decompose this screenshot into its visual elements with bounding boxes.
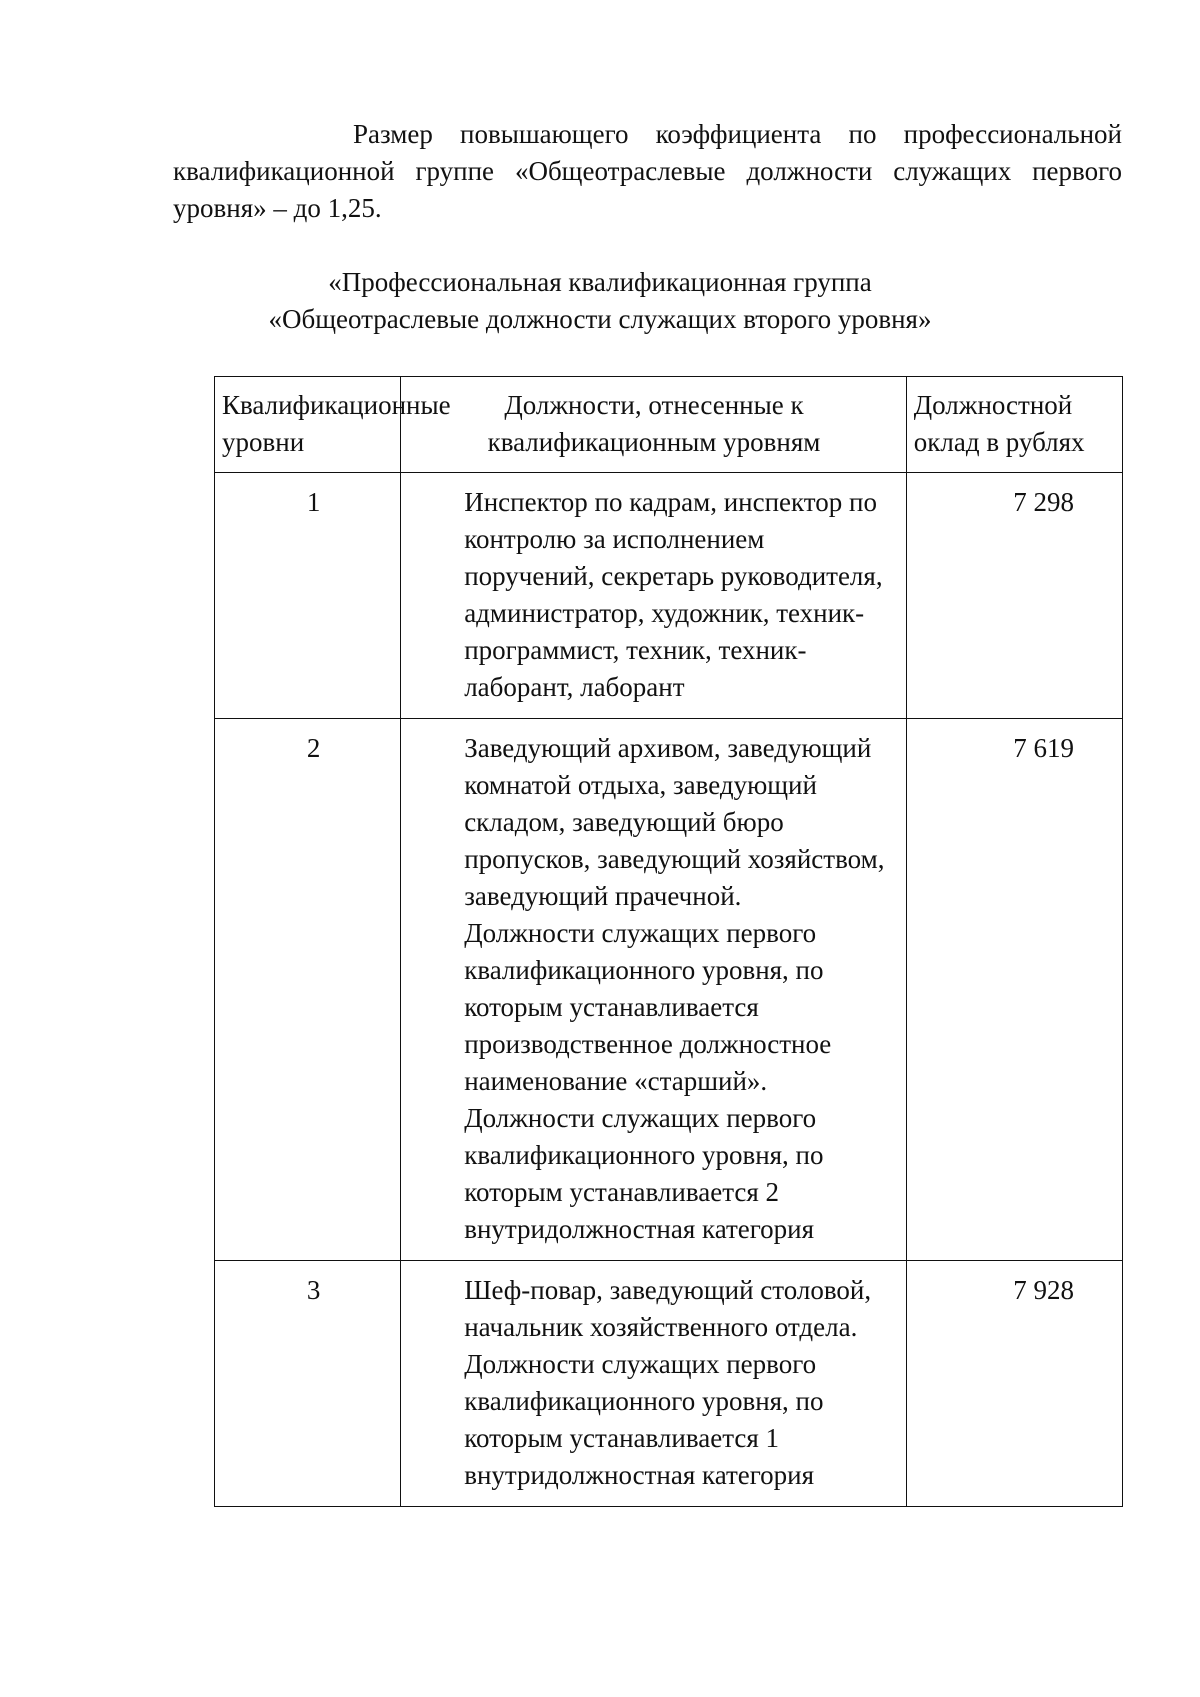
header-salary-label: Должностной оклад в рублях [913, 390, 1085, 457]
header-level-label: Квалификационные уровни [222, 390, 451, 457]
level-cell [215, 1261, 401, 1507]
salary-value: 7 619 [1013, 733, 1074, 763]
salary-value: 7 298 [1013, 487, 1074, 517]
level-value: 2 [306, 733, 321, 763]
salary-cell [906, 719, 1122, 1261]
salary-cell [906, 1261, 1122, 1507]
table-row [215, 473, 1123, 719]
heading-line-1: «Профессиональная квалификационная группа [328, 267, 872, 297]
positions-cell [401, 1261, 907, 1507]
positions-paragraph: Должности служащих первого квалификационного уровня, по которым устанавливается производственное должностное наименование «старший». [464, 918, 832, 1096]
header-salary [906, 377, 1122, 473]
salary-cell [906, 473, 1122, 719]
positions-paragraph: Должности служащих первого квалификационного уровня, по которым устанавливается 2 внутридолжностная категория [464, 1103, 824, 1244]
positions-text [401, 473, 906, 718]
qualification-table [214, 376, 1123, 1507]
table-row [215, 719, 1123, 1261]
table-heading [0, 264, 1200, 338]
header-positions [401, 377, 907, 473]
positions-text [401, 719, 906, 1260]
salary-value: 7 928 [1013, 1275, 1074, 1305]
positions-cell [401, 719, 907, 1261]
positions-paragraph: Заведующий архивом, заведующий комнатой отдыха, заведующий складом, заведующий бюро пропусков, заведующий хозяйством, заведующий прачечной. [464, 733, 885, 911]
positions-cell [401, 473, 907, 719]
level-value: 3 [306, 1275, 321, 1305]
heading-line-2: «Общеотраслевые должности служащих второго уровня» [268, 304, 932, 334]
level-cell [215, 473, 401, 719]
positions-paragraph: Шеф-повар, заведующий столовой, начальник хозяйственного отдела. [464, 1275, 872, 1342]
level-value: 1 [306, 487, 321, 517]
intro-paragraph: Размер повышающего коэффициента по профессиональной квалификационной группе «Общеотраслевые должности служащих первого уровня» – до 1,25. [173, 119, 1122, 223]
table-row [215, 1261, 1123, 1507]
positions-paragraph: Должности служащих первого квалификационного уровня, по которым устанавливается 1 внутридолжностная категория [464, 1349, 824, 1490]
positions-text [401, 1261, 906, 1506]
positions-paragraph: Инспектор по кадрам, инспектор по контролю за исполнением поручений, секретарь руководителя, администратор, художник, техник-программист, техник, техник-лаборант, лаборант [464, 487, 883, 702]
table-header-row [215, 377, 1123, 473]
level-cell [215, 719, 401, 1261]
header-level [215, 377, 451, 473]
header-positions-label: Должности, отнесенные к квалификационным уровням [487, 390, 821, 457]
